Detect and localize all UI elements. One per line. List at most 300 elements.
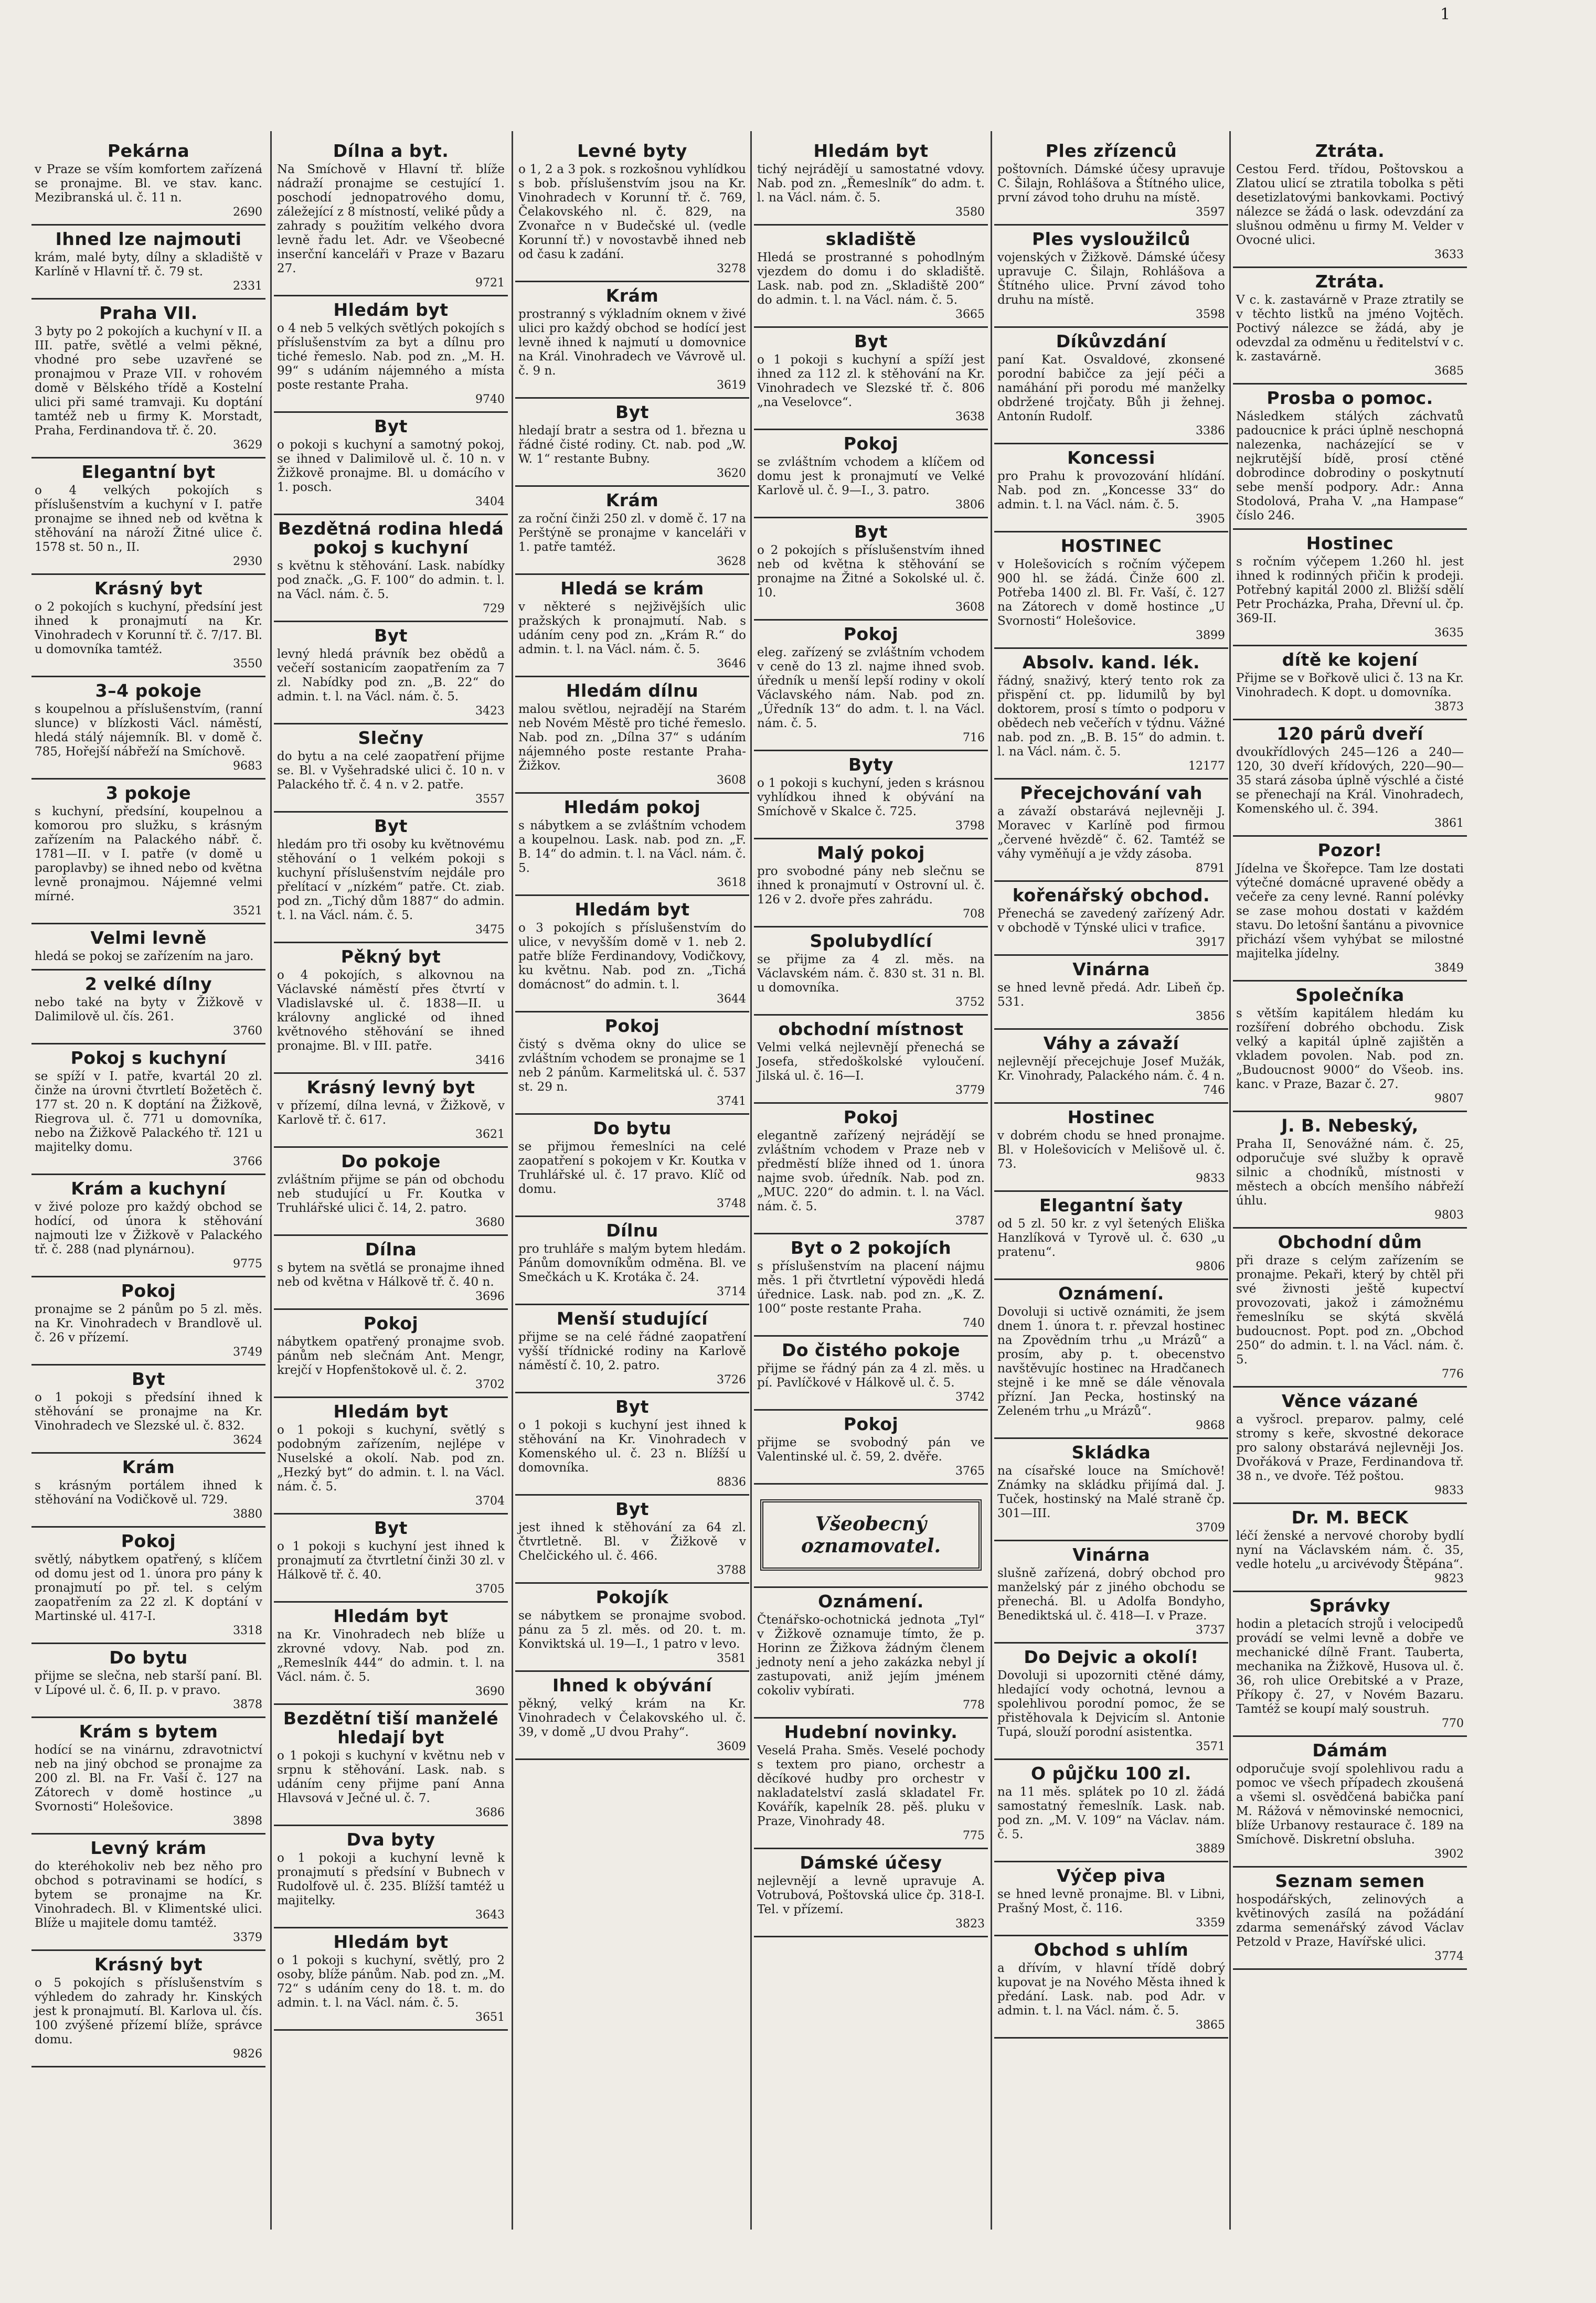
ad-code: 3521 — [233, 904, 262, 918]
classified-ad — [515, 677, 749, 794]
ad-body: hospodářských, zelinových a květinových zasílá na požádání zdarma semenářský závod Václav Petzold v Praze, Havířské ulici. — [1236, 1893, 1464, 1949]
ad-title: Byt — [374, 625, 408, 646]
ad-body: s ročním výčepem 1.260 hl. jest ihned k rodinných přičin k prodeji. Potřebný kapitál 2000 zl. Bližší sdělí Petr Procházka, Praha, Dřevní ul. čp. 369-II. — [1236, 555, 1464, 625]
classified-ad — [515, 1496, 749, 1584]
ad-code: 3737 — [1196, 1624, 1225, 1637]
ad-body: o 4 velkých pokojích s příslušenstvím a kuchyní v I. patře pronajme se ihned neb od května k stěhování na nároží Žitné ulice č. 1578 st. 50 n., II. — [35, 484, 262, 554]
ad-body: pro truhláře s malým bytem hledám. Pánům domovníkům odměna. Bl. ve Smečkách u K. Krotáka č. 24. — [518, 1242, 746, 1284]
classified-ad — [994, 1192, 1228, 1280]
classified-ad — [994, 328, 1228, 444]
ad-code: 708 — [963, 908, 985, 921]
ad-code: 778 — [963, 1699, 985, 1712]
ad-title: Díkůvzdání — [1056, 331, 1167, 351]
classified-ad — [994, 956, 1228, 1030]
ad-title: Hudební novinky. — [784, 1722, 958, 1742]
ad-body: na Kr. Vinohradech neb blíže u zkrovné vdovy. Nab. pod zn. „Remeslník 444“ do admin. t. l. na Václ. nám. č. 5. — [277, 1628, 505, 1684]
ad-title: Do Dejvic a okolí! — [1024, 1647, 1199, 1667]
classified-ad — [274, 1074, 508, 1148]
ad-code: 3597 — [1196, 206, 1225, 219]
column-rule — [270, 131, 272, 2230]
ad-body: o 1 pokoji s kuchyní a spíží jest ihned za 112 zl. k stěhování na Kr. Vinohradech ve Slezské tř. č. 806 „na Veselovce“. — [757, 353, 985, 409]
classified-ad — [274, 1705, 508, 1826]
ad-title: Hledám dílnu — [566, 680, 699, 701]
ad-body: za roční činži 250 zl. v domě č. 17 na Perštýně se pronajme v kanceláři v 1. patře tamtéž. — [518, 512, 746, 554]
classified-ad — [1233, 137, 1467, 268]
ad-code: 3902 — [1434, 1848, 1464, 1861]
ad-title: Praha VII. — [99, 303, 198, 323]
ad-code: 3643 — [475, 1908, 505, 1922]
ad-code: 9826 — [233, 2048, 262, 2061]
ad-code: 3628 — [717, 555, 746, 568]
ad-body: Dovoluji si uctivě oznámiti, že jsem dnem 1. února t. r. převzal hostinec na Zpovědním trhu „u Mrázů“ a prosím, aby p. t. obecenstvo navštěvujíc hostinec na Hradčanech stejně i ke mně se dále věnovala přízní. Jan Pecka, hostinský na Zeleném trhu „u Mrázů“. — [997, 1305, 1225, 1418]
ad-code: 729 — [483, 602, 505, 615]
ad-title: Byt — [615, 1499, 649, 1519]
ad-body: paní Kat. Osvaldové, zkonsené porodní babičce za její péči a namáhání při porodu mé manželky obdržené trojčaty. Bůh ji žehnej. Antonín Rudolf. — [997, 353, 1225, 423]
classified-ad — [994, 649, 1228, 780]
ad-title: 3 pokoje — [105, 783, 191, 803]
ad-title: Hostinec — [1306, 533, 1394, 553]
ad-code: 3898 — [233, 1815, 262, 1828]
column-1 — [31, 137, 265, 2224]
classified-ad — [31, 226, 265, 300]
ad-title: Hostinec — [1067, 1107, 1155, 1127]
ad-code: 3475 — [475, 923, 505, 936]
classified-ad — [994, 532, 1228, 649]
ad-code: 3705 — [475, 1583, 505, 1596]
classified-ad — [31, 780, 265, 924]
ad-code: 3726 — [717, 1373, 746, 1387]
classified-ad — [515, 575, 749, 677]
ad-code: 3644 — [717, 993, 746, 1006]
classified-ad — [994, 1862, 1228, 1936]
ad-body: Veselá Praha. Směs. Veselé pochody s textem pro piano, orchestr a děcíkové hudby pro orchestr v nakladatelství zaslá skladatel Fr. Kovářík, kapelník 28. pěš. pluku v Praze, Vinohrady 48. — [757, 1744, 985, 1828]
ad-body: malou světlou, nejradějí na Starém neb Novém Městě pro tiché řemeslo. Nab. pod zn. „Dílna 37“ s udáním nájemného poste restante Praha-Žižkov. — [518, 702, 746, 773]
classified-ad — [754, 927, 988, 1016]
classified-ad — [1233, 1592, 1467, 1737]
classified-ad — [274, 813, 508, 943]
ad-title: Krásný byt — [94, 578, 203, 599]
ad-body: v přízemí, dílna levná, v Žižkově, v Karlově tř. č. 617. — [277, 1099, 505, 1127]
ad-body: světlý, nábytkem opatřený, s klíčem od domu jest od 1. února pro pány k pronajmutí po př. tel. s celým zaopatřením za 22 zl. K doptání v Martinské ul. 417-I. — [35, 1553, 262, 1623]
ad-code: 3849 — [1434, 962, 1464, 975]
ad-title: Hledám byt — [333, 1401, 449, 1422]
ad-body: Následkem stálých záchvatů padoucnice k práci úplně neschopná nalezenka, nacházející se v nejkrutější bídě, prosí ctěné dobrodince dobrodiny o poskytnutí sebe menší podpory. Adr.: Anna Stodolová, Praha V. „na Hampase“ číslo 246. — [1236, 410, 1464, 523]
ad-body: o 1 pokoji s kuchyní jest ihned k pronajmutí za čtvrtletní činži 30 zl. v Hálkově tř. č. 40. — [277, 1540, 505, 1582]
classified-ad — [994, 444, 1228, 532]
classified-ad — [754, 1485, 988, 1588]
ad-body: v Praze se vším komfortem zařízená se pronajme. Bl. ve stav. kanc. Mezibranská ul. č. 11 n. — [35, 163, 262, 205]
ad-code: 3766 — [233, 1155, 262, 1168]
column-6 — [1233, 137, 1467, 2224]
ad-code: 3550 — [233, 657, 262, 670]
classified-ad — [994, 226, 1228, 328]
ad-code: 3690 — [475, 1685, 505, 1698]
ad-title: Pěkný byt — [341, 946, 441, 967]
ad-body: v živé poloze pro každý obchod se hodící, od února k stěhování najmouti lze v Žižkově v Palackého tř. č. 288 (nad plynárnou). — [35, 1200, 262, 1256]
classified-ad — [1233, 1737, 1467, 1868]
ad-title: Dílnu — [606, 1220, 658, 1241]
ad-title: Pokoj — [121, 1281, 176, 1301]
classified-ad — [1233, 268, 1467, 385]
ad-body: odporučuje svojí spolehlivou radu a pomoc ve všech případech zkoušená a všemi sl. osvědčená babička paní M. Rážová v němovinské nemocnici, blíže Urbanovy restaurace č. 189 na Smíchově. Diskretní obsluha. — [1236, 1762, 1464, 1847]
ad-body: nábytkem opatřený pronajme svob. pánům neb slečnám Ant. Mengr, krejčí v Hopfenštokově ul. č. 2. — [277, 1335, 505, 1377]
classified-ad — [274, 943, 508, 1074]
ad-title: Dr. M. BECK — [1291, 1507, 1409, 1528]
ad-body: hodící se na vinárnu, zdravotnictví neb na jiný obchod se pronajme za 200 zl. Bl. na Fr. Vaší č. 127 na Zátorech v domě hostince „u Svornosti“ Holešovice. — [35, 1743, 262, 1814]
ad-body: hledají bratr a sestra od 1. března u řádné čisté rodiny. Ct. nab. pod „W. W. 1“ restante Bubny. — [518, 424, 746, 466]
ad-body: o 3 pokojích s příslušenstvím do ulice, v nevyšším domě v 1. neb 2. patře blíže Ferdinandovy, Vodičkovy, ku květnu. Nab. pod zn. „Tichá domácnost“ do admin. t. l. — [518, 921, 746, 991]
ad-title: Pokoj — [843, 624, 899, 644]
ad-title: Obchodní dům — [1278, 1232, 1422, 1252]
page-mark: 1 — [1440, 5, 1451, 24]
ad-code: 3379 — [233, 1931, 262, 1944]
ad-body: přijme se svobodný pán ve Valentinské ul. č. 59, 2. dvěře. — [757, 1436, 985, 1464]
ad-title: Malý pokoj — [817, 843, 925, 863]
ad-title: Absolv. kand. lék. — [1022, 652, 1200, 673]
ad-title: Ples zřízenců — [1045, 141, 1177, 161]
ad-code: 3774 — [1434, 1950, 1464, 1963]
classified-ad — [515, 1393, 749, 1496]
ad-code: 3788 — [717, 1564, 746, 1577]
classified-ad — [31, 924, 265, 971]
column-rule — [512, 131, 513, 2230]
ad-title: Správky — [1309, 1595, 1391, 1616]
ad-code: 9683 — [233, 760, 262, 773]
classified-ad — [1233, 385, 1467, 530]
ad-code: 770 — [1442, 1717, 1464, 1730]
ad-title: Bezdětní tiší manželé hledají byt — [283, 1708, 499, 1747]
ad-code: 3704 — [475, 1495, 505, 1508]
ad-body: se přijme za 4 zl. měs. na Václavském nám. č. 830 st. 31 n. Bl. u domovníka. — [757, 953, 985, 995]
classified-ad — [274, 622, 508, 724]
ad-body: Čtenářsko-ochotnická jednota „Tyl“ v Žižkově oznamuje tímto, že p. Horinn ze Žižkova žádným členem jednoty není a jeho zakázka nebyl jí zastupovati, aniž jejím jménem cokoliv vybírati. — [757, 1613, 985, 1698]
classified-ad — [274, 296, 508, 413]
ad-body: tichý nejrádějí u samostatné vdovy. Nab. pod zn. „Řemeslník“ do adm. t. l. na Václ. nám. č. 5. — [757, 163, 985, 205]
ad-body: se nábytkem se pronajme svobod. pánu za 5 zl. měs. od 20. t. m. Konviktská ul. 19—I., 1 patro v levo. — [518, 1609, 746, 1651]
ad-title: Hledá se krám — [560, 578, 704, 599]
ad-code: 3581 — [717, 1652, 746, 1665]
ad-title: Krásný levný byt — [306, 1077, 475, 1097]
ad-code: 775 — [963, 1829, 985, 1842]
classified-ad — [31, 1528, 265, 1644]
ad-code: 3557 — [475, 793, 505, 806]
column-2 — [274, 137, 508, 2224]
ad-body: Velmi velká nejlevnějí přenechá se Josefa, středoškolské vyloučení. Jilská ul. č. 16—I. — [757, 1041, 985, 1083]
ad-body: s kuchyní, předsíní, koupelnou a komorou pro služku, s krásným zařízením na Palackého nábř. č. 1781—II. v I. patře (v domě u paroplavby) se ihned nebo od května levně pronajmou. Nájemné velmi mírné. — [35, 805, 262, 903]
ad-code: 2930 — [233, 555, 262, 568]
ad-code: 9775 — [233, 1257, 262, 1271]
ad-body: Hledá se prostranné s pohodlným vjezdem do domu i do skladiště. Lask. nab. pod zn. „Skladiště 200“ do admin. t. l. na Václ. nám. č. 5. — [757, 251, 985, 307]
ad-code: 3806 — [955, 498, 985, 511]
ad-code: 3598 — [1196, 308, 1225, 321]
ad-code: 3571 — [1196, 1740, 1225, 1753]
ad-body: jest ihned k stěhování za 64 zl. čtvrtletně. Bl. v Žižkově v Chelčického ul. č. 466. — [518, 1521, 746, 1563]
ad-code: 9833 — [1434, 1484, 1464, 1497]
ad-body: přijme se řádný pán za 4 zl. měs. u pí. Pavlíčkové v Hálkově ul. č. 5. — [757, 1362, 985, 1390]
classified-ad — [31, 137, 265, 226]
ad-title: Byt — [615, 1396, 649, 1417]
classified-ad — [754, 1588, 988, 1719]
ad-title: Byty — [848, 754, 893, 775]
section-banner: Všeobecný oznamovatel. — [760, 1499, 982, 1571]
ad-code: 746 — [1203, 1084, 1225, 1097]
classified-ad — [31, 1175, 265, 1277]
ad-title: Seznam semen — [1275, 1871, 1425, 1891]
classified-ad — [754, 1234, 988, 1337]
ad-title: Vinárna — [1072, 1544, 1150, 1565]
classified-ad — [515, 1115, 749, 1217]
ad-code: 9740 — [475, 393, 505, 406]
column-4 — [754, 137, 988, 2224]
ad-title: Menší studující — [556, 1308, 708, 1329]
ad-title: Pokoj — [604, 1016, 660, 1036]
ad-code: 3580 — [955, 206, 985, 219]
ad-code: 3880 — [233, 1508, 262, 1521]
ad-body: Dovoluji si upozorniti ctěné dámy, hledající vody ochotná, levnou a spolehlivou porodní pomoc, že se přistěhovala k Dejvicím sl. Antonie Tupá, slouží porodní asistentka. — [997, 1669, 1225, 1739]
ad-title: Dámské účesy — [800, 1852, 942, 1873]
ad-title: Byt — [374, 416, 408, 436]
ad-body: se spíží v I. patře, kvartál 20 zl. činže na úrovni čtvrtletí Božetěch č. 177 st. 20 n. K doptání na Žižkově, Riegrova ul. č. 771 u domovníka, nebo na Žižkově Palackého tř. 121 u majitelky domu. — [35, 1070, 262, 1154]
ad-code: 3633 — [1434, 248, 1464, 261]
ad-code: 3685 — [1434, 365, 1464, 378]
classified-ad — [754, 226, 988, 328]
ad-title: Váhy a závaží — [1043, 1033, 1179, 1053]
ad-code: 3798 — [955, 819, 985, 833]
ad-code: 3905 — [1196, 513, 1225, 526]
ad-code: 3748 — [717, 1197, 746, 1210]
ad-code: 3416 — [475, 1054, 505, 1067]
ad-code: 3779 — [955, 1084, 985, 1097]
ad-code: 3686 — [475, 1806, 505, 1819]
classified-ad — [994, 1104, 1228, 1192]
classified-ad — [994, 1541, 1228, 1644]
ad-title: Byt — [615, 402, 649, 422]
ad-body: se hned levně předá. Adr. Libeň čp. 531. — [997, 981, 1225, 1009]
ad-body: o 5 pokojích s příslušenstvím s výhledem do zahrady hr. Kinských jest k pronajmutí. Bl. Karlova ul. čís. 100 zvýšené přízemí blíže, správce domu. — [35, 1976, 262, 2046]
ad-code: 3638 — [955, 410, 985, 423]
ad-title: Hledám byt — [574, 899, 690, 920]
ad-title: Prosba o pomoc. — [1267, 388, 1433, 408]
ad-body: o 1 pokoji s kuchyní, světlý s podobným zařízením, nejlépe v Nuselské a okolí. Nab. pod zn. „Hezký byt“ do admin. t. l. na Václ. nám. č. 5. — [277, 1423, 505, 1494]
classified-ad — [515, 1217, 749, 1305]
ad-code: 716 — [963, 731, 985, 744]
ad-body: se hned levně pronajme. Bl. v Libni, Prašný Most, č. 116. — [997, 1888, 1225, 1915]
ad-title: J. B. Nebeský, — [1281, 1115, 1419, 1136]
ad-body: o 1 pokoji s kuchyní jest ihned k stěhování na Kr. Vinohradech v Komenského ul. č. 23 n. Blížší u domovníka. — [518, 1419, 746, 1475]
ad-body: od 5 zl. 50 kr. z vyl šetených Eliška Hanzlíková v Tyrově ul. č. 630 „u pratenu“. — [997, 1217, 1225, 1259]
column-3 — [515, 137, 749, 2224]
classified-ad — [31, 1044, 265, 1175]
classified-ad — [1233, 837, 1467, 982]
classified-ad — [515, 282, 749, 399]
ad-title: Pokoj — [843, 433, 899, 454]
ad-title: Hledám pokoj — [563, 797, 701, 817]
ad-body: o 1 pokoji s předsíní ihned k stěhování se pronajme na Kr. Vinohradech ve Slezské ul. č. 832. — [35, 1391, 262, 1433]
ad-code: 3618 — [717, 876, 746, 889]
classified-ad — [1233, 1388, 1467, 1504]
ad-title: Elegantní byt — [81, 462, 216, 482]
ad-body: pro svobodné pány neb slečnu se ihned k pronajmutí v Ostrovní ul. č. 126 v 2. dvoře přes zahrádu. — [757, 865, 985, 907]
ad-title: Dílna a byt. — [333, 141, 449, 161]
ad-code: 776 — [1442, 1368, 1464, 1381]
ad-body: o 4 pokojích, s alkovnou na Václavské náměstí přes čtvrtí v Vladislavské ul. č. 1838—II. u královny anglické od ihned květnového stěhování se ihned pronajme. Bl. v III. patře. — [277, 968, 505, 1053]
ad-body: Na Smíchově v Hlavní tř. blíže nádraží pronajme se cestující 1. poschodí jednopatrového domu, záležející z 8 místností, veliké půdy a zahrady s použitím velkého dvora levně řadu let. Adr. ve Všeobecné inserční kanceláři v Praze v Bazaru 27. — [277, 163, 505, 275]
classified-ad — [994, 1760, 1228, 1862]
ad-code: 9868 — [1196, 1419, 1225, 1432]
ad-title: Hledám byt — [333, 1606, 449, 1626]
ad-body: slušně zařízená, dobrý obchod pro manželský pár z jiného obchodu se přenechá. Bl. u Adolfa Bondyho, Benediktská ul. č. 418—I. v Praze. — [997, 1566, 1225, 1623]
classified-ad — [754, 1719, 988, 1849]
ad-body: o pokoji s kuchyní a samotný pokoj, se ihned v Dalimilově ul. č. 10 n. v Žižkově pronajme. Bl. u domácího v 1. posch. — [277, 438, 505, 494]
ad-title: Vinárna — [1072, 959, 1150, 979]
ad-body: nebo také na byty v Žižkově v Dalimilově ul. čís. 261. — [35, 996, 262, 1023]
ad-code: 3741 — [717, 1095, 746, 1108]
ad-code: 3386 — [1196, 424, 1225, 438]
ad-title: Do pokoje — [341, 1151, 441, 1171]
column-rule — [1229, 131, 1231, 2230]
classified-ad — [31, 300, 265, 459]
ad-title: Byt — [374, 816, 408, 836]
ad-body: s nábytkem a se zvláštním vchodem a koupelnou. Lask. nab. pod zn. „F. B. 14“ do admin. t. l. na Václ. nám. č. 5. — [518, 819, 746, 875]
ad-title: Ihned lze najmouti — [55, 229, 242, 249]
ad-code: 3621 — [475, 1128, 505, 1141]
ad-title: Ples vysloužilců — [1031, 229, 1191, 249]
ad-title: Levný krám — [90, 1838, 207, 1858]
classified-ad — [31, 1835, 265, 1951]
ad-code: 9823 — [1434, 1572, 1464, 1585]
classified-ad — [754, 1016, 988, 1104]
ad-code: 2331 — [233, 280, 262, 293]
ad-code: 3702 — [475, 1378, 505, 1391]
ad-code: 3608 — [955, 601, 985, 614]
classified-ad — [274, 1603, 508, 1705]
ad-title: 120 párů dveří — [1276, 723, 1423, 744]
ad-title: Dva byty — [346, 1829, 435, 1850]
ad-body: krám, malé byty, dílny a skladiště v Karlíně v Hlavní tř. č. 79 st. — [35, 251, 262, 279]
ad-title: Krám a kuchyní — [71, 1178, 226, 1199]
ad-code: 3665 — [955, 308, 985, 321]
ad-title: Do bytu — [593, 1118, 672, 1138]
classified-ad — [1233, 720, 1467, 837]
ad-body: hodin a pletacích strojů i velocipedů provádí se velmi levně a dobře ve mechanické dílně Frant. Tauberta, mechanika na Žižkově, Husova ul. č. 36, roh ulice Orebitské a v Praze, Příkopy č. 27, v Novém Bazaru. Tamtéž se koupí malý soustruh. — [1236, 1617, 1464, 1716]
ad-title: Pokoj — [843, 1414, 899, 1434]
ad-code: 3609 — [717, 1740, 746, 1753]
ad-title: Dámám — [1312, 1740, 1388, 1761]
ad-code: 3423 — [475, 705, 505, 718]
ad-title: Krám s bytem — [79, 1721, 218, 1742]
classified-ad — [31, 1644, 265, 1718]
classified-ad — [994, 780, 1228, 882]
classified-ad — [31, 1277, 265, 1366]
ad-body: Cestou Ferd. třídou, Poštovskou a Zlatou ulicí se ztratila tobolka s pěti desetizlatovými bankovkami. Poctivý nálezce se žádá o lask. odevzdání za slušnou odměnu u firmy M. Velder v Ovocné ulici. — [1236, 163, 1464, 247]
ad-body: o 1 pokoji s kuchyní, jeden s krásnou vyhlídkou ihned k obývání na Smíchově v Skalce č. 725. — [757, 776, 985, 818]
ad-body: levný hledá právník bez obědů a večeří sostanicím zaopatřením za 7 zl. Nabídky pod zn. „B. 22“ do admin. t. l. na Václ. nám. č. 5. — [277, 647, 505, 703]
classified-ad — [754, 1411, 988, 1485]
ad-title: Byt — [854, 331, 888, 351]
classified-ad — [274, 515, 508, 622]
ad-body: se přijmou řemeslníci na celé zaopatření s pokojem v Kr. Koutka v Truhlářské ul. č. 17 pravo. Klíč od domu. — [518, 1140, 746, 1196]
ad-title: Do bytu — [109, 1647, 188, 1668]
ad-title: Slečny — [358, 728, 424, 748]
ad-body: o 1 pokoji a kuchyní levně k pronajmutí s předsíní v Bubnech v Rudolfově ul. č. 235. Blížší tamtéž u majitelky. — [277, 1851, 505, 1907]
ad-title: Oznámení. — [818, 1591, 924, 1612]
ad-body: o 4 neb 5 velkých světlých pokojích s příslušenstvím za byt a dílnu pro tiché řemeslo. Nab. pod zn. „M. H. 99“ s udáním nájemného a místa poste restante Praha. — [277, 322, 505, 392]
ad-body: poštovních. Dámské účesy upravuje C. Šilajn, Rohlášova a Štítného ulice, první závod toho druhu na místě. — [997, 163, 1225, 205]
ad-code: 3629 — [233, 439, 262, 452]
ad-code: 9833 — [1196, 1172, 1225, 1185]
classified-ad — [31, 575, 265, 677]
ad-body: prostranný s výkladním oknem v živé ulici pro každý obchod se hodící jest levně ihned k najmutí u domovnice na Král. Vinohradech ve Vávrově ul. č. 9 n. — [518, 307, 746, 378]
ad-body: přijme se na celé řádné zaopatření vyšší třídnické rodiny na Karlově náměstí č. 10, 2. patro. — [518, 1330, 746, 1372]
ad-title: obchodní místnost — [778, 1019, 964, 1039]
ad-body: Jídelna ve Škořepce. Tam lze dostati výtečné domácné upravené obědy a večeře za ceny levné. Ranní polévky se zase mohou dostati v každém stavu. Do letošní šantánu a pivovnice přichází všem vyhýbat se milostné majitelka jídelny. — [1236, 862, 1464, 961]
ad-body: 3 byty po 2 pokojích a kuchyní v II. a III. patře, světlé a velmi pěkné, vhodné pro sebe uzavřené se pronajmou v Praze VII. v rohovém domě v Bělského třídě a Kostelní ulici při samé tramvaji. Ku doptání tamtéž neb u firmy K. Morstadt, Praha, Ferdinandova tř. č. 20. — [35, 325, 262, 438]
ad-title: dítě ke kojení — [1282, 649, 1418, 670]
ad-title: Koncessi — [1067, 447, 1155, 468]
ad-title: Přecejchování vah — [1020, 783, 1203, 803]
ad-code: 3709 — [1196, 1521, 1225, 1534]
ad-body: do kteréhokoliv neb bez něho pro obchod s potravinami se hodící, s bytem se pronajme na Kr. Vinohradech. Bl. v Klimentské ulici. Blíže u majitele domu tamtéž. — [35, 1860, 262, 1930]
ad-body: o 2 pokojích s kuchyní, předsíní jest ihned k pronajmutí na Kr. Vinohradech v Korunní tř. č. 7/17. Bl. u domovníka tamtéž. — [35, 600, 262, 656]
ad-body: s krásným portálem ihned k stěhování na Vodičkově ul. 729. — [35, 1479, 262, 1507]
classified-ad — [274, 1515, 508, 1603]
classified-ad — [754, 328, 988, 430]
ad-code: 3752 — [955, 996, 985, 1009]
classified-ad — [1233, 982, 1467, 1112]
classified-ad — [515, 1305, 749, 1393]
ad-title: Krásný byt — [94, 1954, 203, 1975]
ad-code: 8836 — [717, 1476, 746, 1489]
ad-body: v Holešovicích s ročním výčepem 900 hl. se žádá. Činže 600 zl. Potřeba 1400 zl. Bl. Fr. Vaší, č. 127 na Zátorech v domě hostince „U Svornosti“ Holešovice. — [997, 558, 1225, 628]
ad-body: eleg. zařízený se zvláštním vchodem v ceně do 13 zl. najme ihned svob. úředník u menší lepší rodiny v okolí Václavského nám. Nab. pod zn. „Úředník 13“ do adm. t. l. na Václ. nám. č. 5. — [757, 646, 985, 730]
classified-ad — [274, 1148, 508, 1236]
classified-ad — [274, 413, 508, 515]
ad-code: 3651 — [475, 2011, 505, 2024]
classified-ad — [754, 751, 988, 839]
ad-body: dvoukřídlových 245—126 a 240—120, 30 dveří křídových, 220—90—35 stará zásoba úplně výschlé a čisté se přenechají na Král. Vinohradech, Komenského ul. č. 394. — [1236, 745, 1464, 816]
ad-title: kořenářský obchod. — [1012, 885, 1210, 905]
classified-ad — [1233, 1112, 1467, 1229]
ad-title: 2 velké dílny — [84, 974, 212, 994]
ad-code: 9721 — [475, 276, 505, 290]
ad-title: Pokoj — [121, 1531, 176, 1551]
ad-body: v některé s nejživějších ulic pražských k pronajmutí. Nab. s udáním ceny pod zn. „Krám R.“ do admin. t. l. na Václ. nám. č. 5. — [518, 600, 746, 656]
ad-title: Hledám byt — [333, 1932, 449, 1952]
column-rule — [750, 131, 752, 2230]
ad-code: 740 — [963, 1317, 985, 1330]
ad-body: s květnu k stěhování. Lask. nabídky pod značk. „G. F. 100“ do admin. t. l. na Václ. nám. č. 5. — [277, 559, 505, 601]
ad-title: Byt — [374, 1518, 408, 1538]
ad-body: Přenechá se zavedený zařízený Adr. v obchodě v Týnské ulici v trafice. — [997, 907, 1225, 935]
ad-code: 12177 — [1188, 760, 1225, 773]
ad-body: o 1 pokoji s kuchyní v květnu neb v srpnu k stěhování. Lask. nab. s udáním ceny přijme paní Anna Hlavsová v Ječné ul. č. 7. — [277, 1749, 505, 1805]
classified-ad — [994, 1439, 1228, 1541]
ad-code: 3318 — [233, 1624, 262, 1637]
ad-title: Výčep piva — [1057, 1865, 1166, 1886]
classified-ad — [1233, 1229, 1467, 1388]
ad-code: 3856 — [1196, 1010, 1225, 1023]
ad-body: s větším kapitálem hledám ku rozšíření dobrého obchodu. Zisk velký a kapitál úplně zajištěn a vkladem povolen. Nab. pod zn. „Budoucnost 9000“ do Všeob. ins. kanc. v Praze, Bazar č. 27. — [1236, 1007, 1464, 1091]
ad-body: Přijme se v Bořkově ulici č. 13 na Kr. Vinohradech. K dopt. u domovníka. — [1236, 671, 1464, 699]
classified-ad — [994, 1644, 1228, 1760]
classified-ad — [274, 724, 508, 813]
classified-ad — [31, 971, 265, 1044]
ad-code: 3765 — [955, 1465, 985, 1478]
ad-title: Ihned k obývání — [552, 1675, 712, 1696]
ad-title: Bezdětná rodina hledá pokoj s kuchyní — [278, 518, 504, 558]
ad-body: nejlevnějí a levně upravuje A. Votrubová, Poštovská ulice čp. 318-I. Tel. v přízemí. — [757, 1874, 985, 1916]
ad-title: O půjčku 100 zl. — [1031, 1763, 1191, 1784]
